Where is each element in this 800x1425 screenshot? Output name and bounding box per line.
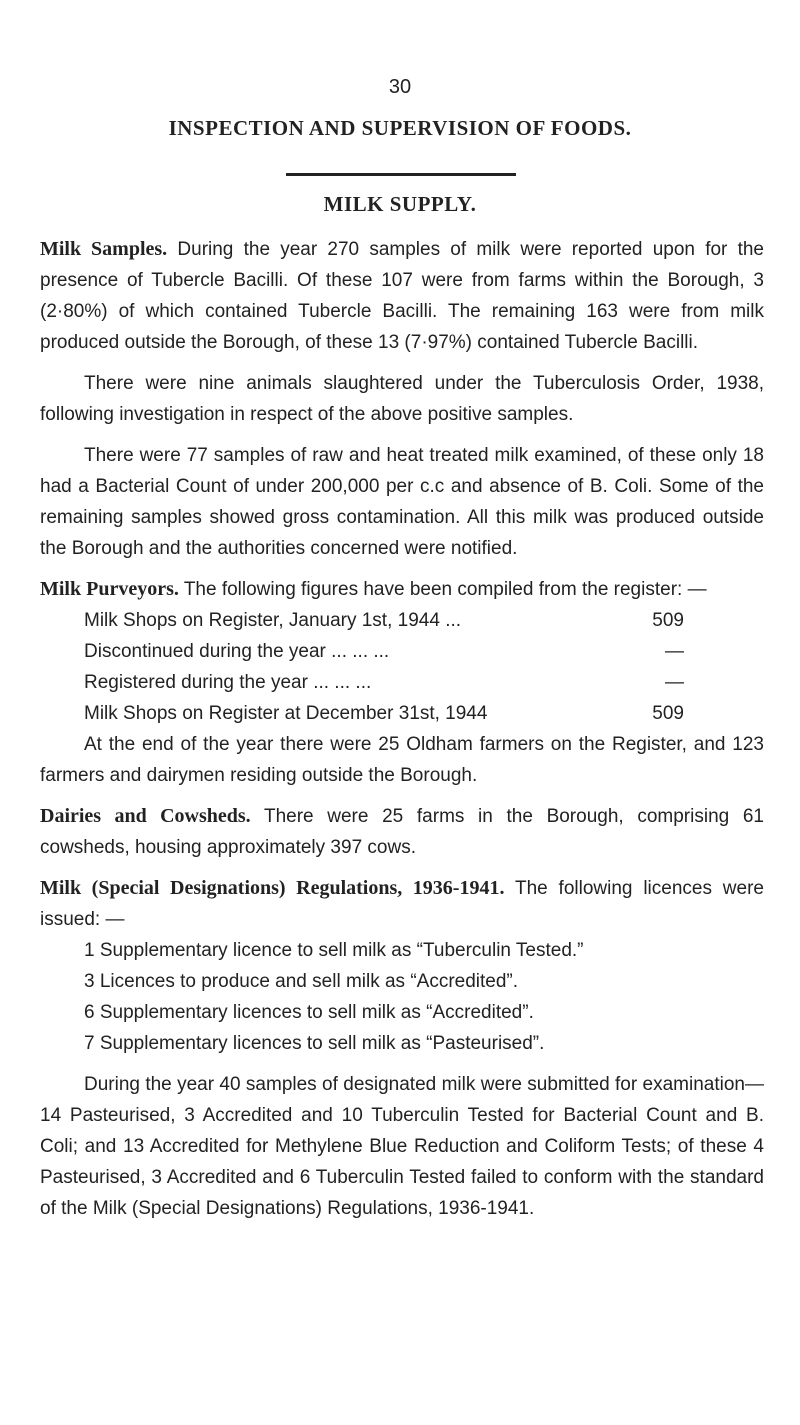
regulations-intro: The following licences were issued: — — [40, 878, 764, 930]
row-value: 509 — [652, 703, 684, 724]
dairies-paragraph — [40, 801, 764, 863]
milk-samples-text: During the year 270 samples of milk were reported upon for the presence of Tubercle Bacilli. Of these 107 were from farms within the Borough, 3 (2·80%) of which contained Tubercle Bacilli. The remaining 163 were from milk produced outside the Borough, of these 13 (7·97%) contained Tubercle Bacilli. — [40, 239, 764, 353]
designated-milk-paragraph: During the year 40 samples of designated milk were submitted for examination—14 Pasteurised, 3 Accredited and 10 Tuberculin Tested for Bacterial Count and B. Coli; and 13 Accredited for Methylene Blue Reduction and Coliform Tests; of these 4 Pasteurised, 3 Accredited and 6 Tuberculin Tested failed to conform with the standard of the Milk (Special Designations) Regulations, 1936-1941. — [40, 1074, 764, 1219]
list-item: 7 Supplementary licences to sell milk as “Pasteurised”. — [84, 1033, 545, 1054]
row-value: — — [665, 641, 684, 662]
bacterial-count-paragraph: There were 77 samples of raw and heat treated milk examined, of these only 18 had a Bacterial Count of under 200,000 per c.c and absence of B. Coli. Some of the remaining samples showed gross contamination. All this milk was produced outside the Borough and the authorities concerned were notified. — [40, 445, 764, 559]
dairies-text: There were 25 farms in the Borough, comprising 61 cowsheds, housing approximately 397 cows. — [40, 806, 764, 858]
row-label: Registered during the year ... ... ... — [84, 672, 372, 693]
page-number: 30 — [388, 76, 412, 98]
farmers-paragraph: At the end of the year there were 25 Oldham farmers on the Register, and 123 farmers and dairymen residing outside the Borough. — [40, 734, 764, 786]
milk-samples-paragraph — [40, 234, 764, 358]
list-item: 6 Supplementary licences to sell milk as “Accredited”. — [84, 1002, 534, 1023]
slaughter-paragraph: There were nine animals slaughtered under the Tuberculosis Order, 1938, following investigation in respect of the above positive samples. — [40, 373, 764, 425]
table-row — [84, 667, 684, 698]
section-title: MILK SUPPLY. — [323, 192, 477, 216]
milk-purveyors-intro: The following figures have been compiled from the register: — — [183, 579, 707, 600]
dairies-heading: Dairies and Cowsheds. — [40, 805, 251, 827]
list-item: 1 Supplementary licence to sell milk as “Tuberculin Tested.” — [84, 940, 584, 961]
regulations-paragraph — [40, 873, 764, 935]
page-title: INSPECTION AND SUPERVISION OF FOODS. — [168, 116, 632, 140]
table-row — [84, 605, 684, 636]
milk-purveyors-paragraph — [40, 574, 764, 605]
row-label: Milk Shops on Register at December 31st, 1944 — [84, 703, 488, 724]
list-item: 3 Licences to produce and sell milk as “Accredited”. — [84, 971, 519, 992]
milk-samples-heading: Milk Samples. — [40, 238, 168, 260]
title-divider — [286, 173, 516, 176]
milk-purveyors-heading: Milk Purveyors. — [40, 578, 179, 600]
row-value: — — [665, 672, 684, 693]
table-row — [84, 636, 684, 667]
row-label: Milk Shops on Register, January 1st, 1944 ... — [84, 610, 462, 631]
register-table — [84, 605, 684, 729]
table-row — [84, 698, 684, 729]
licences-list — [40, 935, 764, 1059]
row-label: Discontinued during the year ... ... ... — [84, 641, 390, 662]
row-value: 509 — [652, 610, 684, 631]
regulations-heading: Milk (Special Designations) Regulations, 1936-1941. — [40, 877, 505, 899]
body-text — [40, 234, 764, 1224]
